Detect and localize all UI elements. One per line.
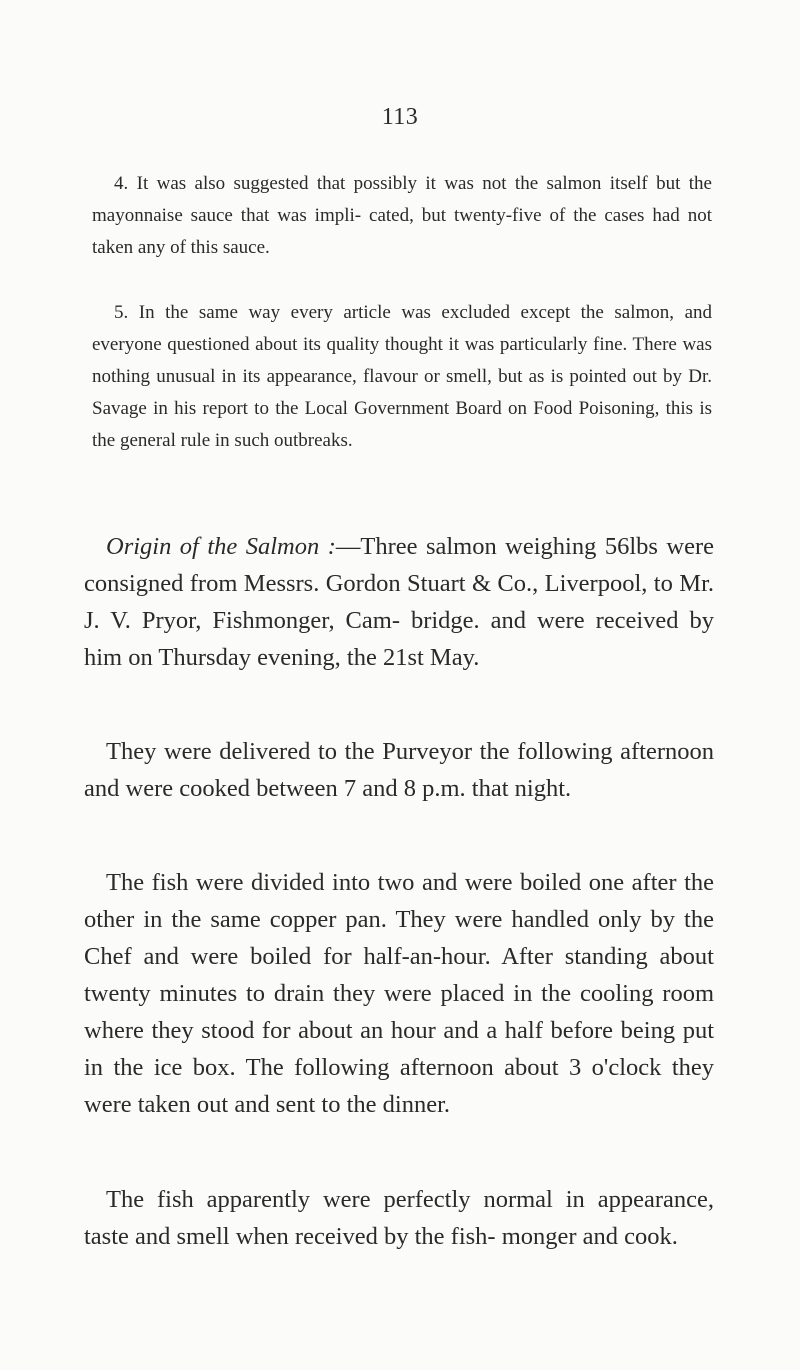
- paragraph-fish-divided: The fish were divided into two and were boiled one after the other in the same copper pan. They were handled only by the Chef and were boiled for half-an-hour. After standing about twenty minutes to drain they were placed in the cooling room where they stood for about an hour and a half before being put in the ice box. The following afternoon about 3 o'clock they were taken out and sent to the dinner.: [84, 869, 714, 1118]
- paragraph-4: 4. It was also suggested that possibly it was not the salmon itself but the mayonnaise sauce that was impli- cated, but twenty-five of the cases had not taken any of this sauce.: [92, 173, 712, 258]
- paragraph-delivered: They were delivered to the Purveyor the following afternoon and were cooked between 7 and 8 p.m. that night.: [84, 738, 714, 802]
- paragraph-fish-normal: The fish apparently were perfectly normal in appearance, taste and smell when received by the fish- monger and cook.: [84, 1186, 714, 1250]
- paragraph-origin-of-salmon: [84, 528, 714, 676]
- origin-text: —Three salmon weighing 56lbs were consigned from Messrs. Gordon Stuart & Co., Liverpool, to Mr. J. V. Pryor, Fishmonger, Cam- bridge. and were received by him on Thursday evening, the 21st May.: [84, 533, 714, 671]
- origin-heading: Origin of the Salmon :: [106, 533, 336, 560]
- paragraph-5: 5. In the same way every article was excluded except the salmon, and everyone questioned about its quality thought it was particularly fine. There was nothing unusual in its appearance, flavour or smell, but as is pointed out by Dr. Savage in his report to the Local Government Board on Food Poisoning, this is the general rule in such outbreaks.: [92, 302, 712, 451]
- page-number: 113: [381, 104, 419, 130]
